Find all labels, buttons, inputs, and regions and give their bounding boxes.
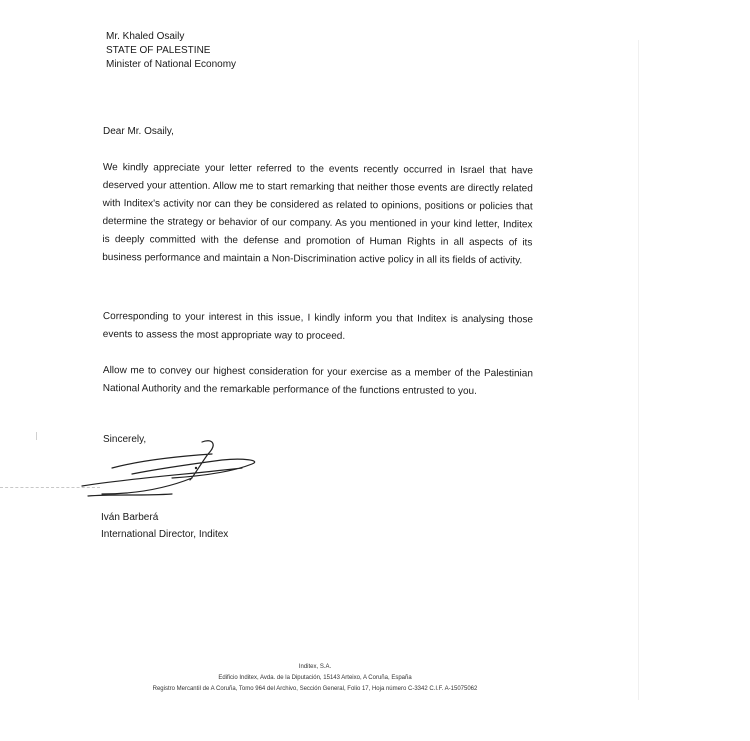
closing: Sincerely, — [103, 434, 147, 445]
recipient-address — [106, 30, 236, 72]
body-paragraph-2: Corresponding to your interest in this issue, I kindly inform you that Inditex is analysing those events to assess the most appropriate way to proceed. — [102, 310, 533, 342]
footer-address: Edificio Inditex, Avda. de la Diputación, 15143 Arteixo, A Coruña, España — [218, 675, 412, 681]
body-paragraph-3: Allow me to convey our highest consideration for your exercise as a member of the Palestinian National Authority and the remarkable performance of the functions entrusted to you. — [102, 364, 533, 397]
body-paragraph-1: We kindly appreciate your letter referred to the events recently occurred in Israel that have deserved your attention. Allow me to start remarking that neither those events are directly related with Inditex's activity nor can they be considered as related to opinions, positions or policies that determine the strategy or behavior of our company. As you mentioned in your kind letter, Inditex is deeply committed with the defense and promotion of Human Rights in all aspects of its business performance and maintain a Non-Discrimination active policy in all its fields of activity. — [102, 161, 533, 267]
footer-registry: Registro Mercantil de A Coruña, Tomo 964 del Archivo, Sección General, Folio 17, Hoja número C-3342 C.I.F. A-15075062 — [152, 686, 478, 692]
handwritten-signature — [72, 434, 272, 512]
greeting: Dear Mr. Osaily, — [103, 126, 174, 137]
recipient-state: STATE OF PALESTINE — [106, 45, 211, 56]
page-edge — [638, 40, 639, 700]
footer-company: Inditex, S.A. — [298, 664, 332, 670]
letter-footer — [100, 662, 530, 695]
scan-mark — [36, 432, 37, 440]
signer-name: Iván Barberá — [101, 512, 159, 523]
signer-title: International Director, Inditex — [101, 529, 229, 540]
recipient-name: Mr. Khaled Osaily — [106, 31, 185, 42]
signer-block — [101, 509, 228, 543]
recipient-title: Minister of National Economy — [106, 59, 237, 70]
